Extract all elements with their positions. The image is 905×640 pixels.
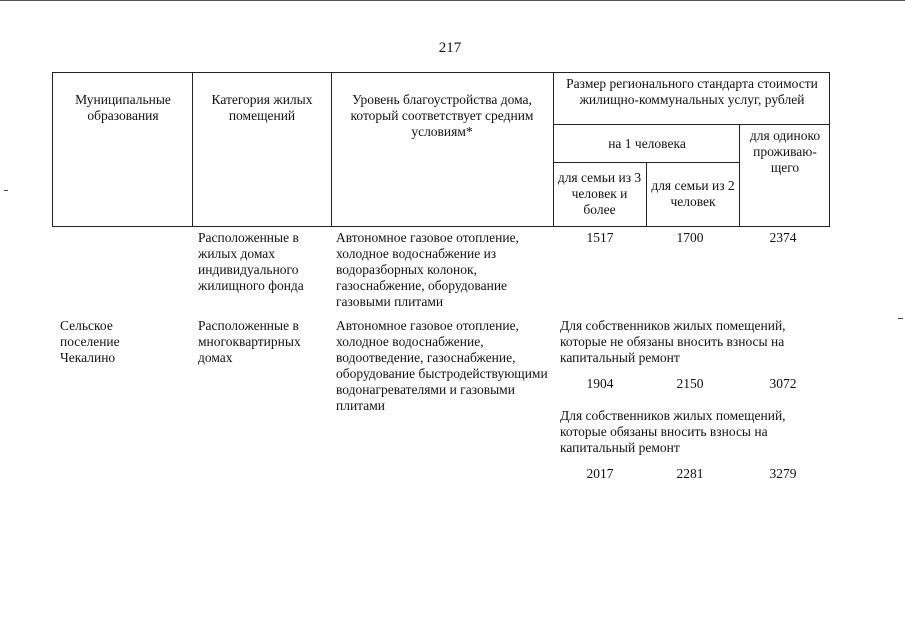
row1-value-single: 2374 bbox=[769, 230, 797, 245]
header-family-3: для семьи из 3 человек и более bbox=[557, 170, 642, 217]
row2a-value-family3: 1904 bbox=[586, 376, 614, 391]
row1-level: Автономное газовое отопление, холодное водоснабжение из водоразборных колонок, газоснабжение, оборудование газовыми плитами bbox=[336, 230, 519, 309]
row2-note-no-capital-repair: Для собственников жилых помещений, которые не обязаны вносить взносы на капитальный ремонт bbox=[560, 318, 786, 365]
row1-category: Расположенные в жилых домах индивидуального жилищного фонда bbox=[198, 230, 304, 293]
header-standard: Размер регионального стандарта стоимости жилищно-коммунальных услуг, рублей bbox=[566, 76, 818, 107]
header-family-2: для семьи из 2 человек bbox=[651, 178, 735, 209]
row2-level: Автономное газовое отопление, холодное водоснабжение, водоотведение, газоснабжение, оборудование быстродействующими водонагревателями и газовыми плитами bbox=[336, 318, 548, 413]
row1-value-family2: 1700 bbox=[676, 230, 704, 245]
row2a-value-single: 3072 bbox=[769, 376, 797, 391]
page-top-edge bbox=[0, 0, 905, 1]
row2b-value-family2: 2281 bbox=[676, 466, 704, 481]
header-single: для одиноко проживаю-щего bbox=[749, 128, 821, 175]
header-category: Категория жилых помещений bbox=[211, 92, 313, 123]
row2b-value-family3: 2017 bbox=[586, 466, 614, 481]
row1-value-family3: 1517 bbox=[586, 230, 614, 245]
header-level: Уровень благоустройства дома, который соответствует средним условиям* bbox=[350, 92, 534, 139]
page-number: 217 bbox=[438, 40, 462, 56]
row2b-value-single: 3279 bbox=[769, 466, 797, 481]
scan-mark-left bbox=[4, 190, 8, 191]
header-per-person: на 1 человека bbox=[608, 136, 686, 151]
scan-mark-right bbox=[898, 318, 903, 319]
row2-category: Расположенные в многоквартирных домах bbox=[198, 318, 301, 365]
row2a-value-family2: 2150 bbox=[676, 376, 704, 391]
header-municipality: Муниципальные образования bbox=[75, 92, 171, 123]
municipality-name: Сельское поселение Чекалино bbox=[60, 318, 120, 365]
row2-note-capital-repair: Для собственников жилых помещений, которые обязаны вносить взносы на капитальный ремонт bbox=[560, 408, 786, 455]
